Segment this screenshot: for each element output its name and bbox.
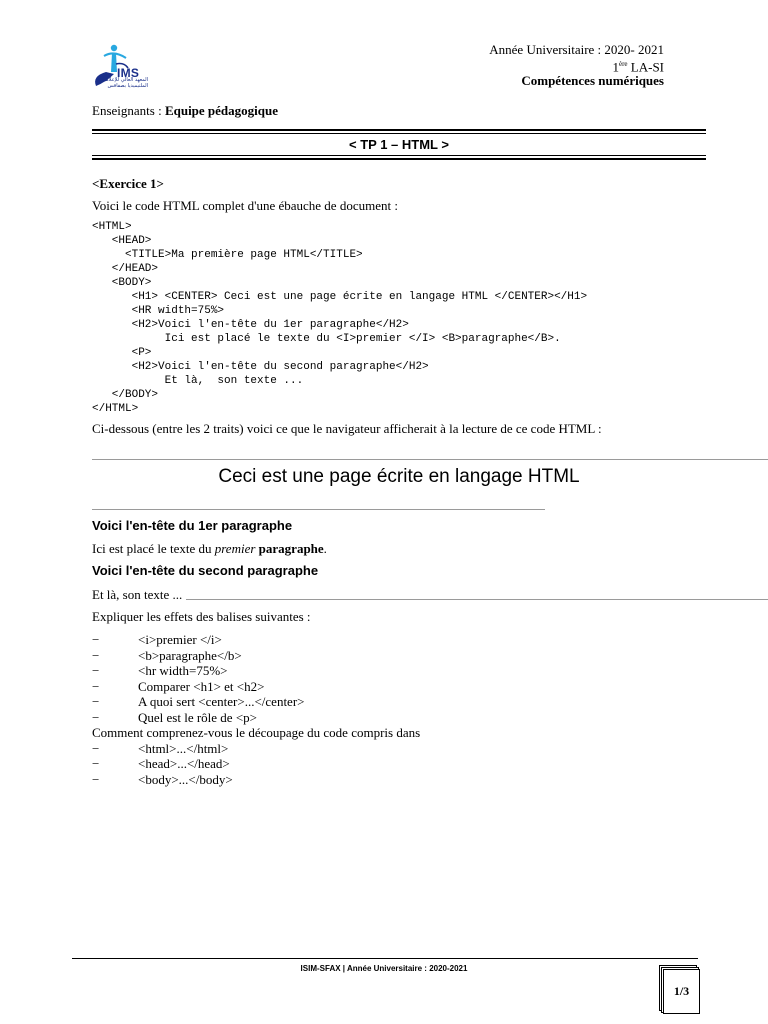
- exercise-title: <Exercice 1>: [92, 176, 164, 191]
- list-item: [92, 772, 420, 788]
- list-item-text: Quel est le rôle de <p>: [138, 709, 257, 725]
- code-line: <HEAD>: [92, 235, 152, 247]
- institution-logo: [86, 42, 148, 92]
- list-item-text: <head>...</head>: [138, 756, 230, 771]
- code-line: <H2>Voici l'en-tête du 1er paragraphe</H2>: [92, 319, 409, 331]
- rendered-h2-first: Voici l'en-tête du 1er paragraphe: [92, 518, 293, 533]
- level-suffix: LA-SI: [627, 59, 664, 75]
- level-sup: ère: [618, 60, 628, 68]
- level-prefix: 1: [612, 59, 619, 75]
- page-number-badge: [659, 965, 699, 1013]
- list-item-text: <i>premier </i>: [138, 632, 222, 647]
- dash-bullet: −: [92, 771, 100, 787]
- list-item: [92, 756, 420, 772]
- title-rule-top-thick: [92, 129, 706, 131]
- dash-bullet: −: [92, 678, 100, 694]
- list-item-text: Comparer <h1> et <h2>: [138, 678, 265, 694]
- dash-bullet: −: [92, 663, 100, 678]
- teachers-label: Enseignants :: [92, 103, 165, 118]
- code-line: <H1> <CENTER> Ceci est une page écrite en langage HTML </CENTER></H1>: [92, 291, 588, 303]
- list-item: [92, 632, 420, 648]
- example-top-line: [92, 459, 768, 460]
- teachers-value: Equipe pédagogique: [164, 103, 279, 118]
- code-listing: [92, 220, 587, 416]
- explain-instruction: Expliquer les effets des balises suivantes :: [92, 609, 311, 624]
- rendered-h1: Ceci est une page écrite en langage HTML: [218, 466, 580, 487]
- rendered-paragraph-1: [92, 541, 327, 557]
- footer-text: ISIM-SFAX | Année Universitaire : 2020-2021: [300, 964, 468, 973]
- p1-after: .: [323, 541, 327, 556]
- title-rule-bottom-thick: [92, 158, 706, 160]
- rendered-hr: [92, 509, 545, 510]
- list-item-text: <html>...</html>: [138, 740, 229, 756]
- footer-rule: [72, 958, 698, 959]
- title-rule-top-thin: [92, 133, 706, 134]
- title-rule-bottom-thin: [92, 155, 706, 156]
- rendered-paragraph-2: Et là, son texte ...: [92, 587, 183, 602]
- dash-bullet: −: [92, 740, 100, 756]
- code-line: <HTML>: [92, 221, 132, 233]
- list-item: [92, 663, 420, 679]
- logo-text: IMS: [117, 66, 140, 80]
- dash-bullet: −: [92, 756, 100, 771]
- code-line: <TITLE>Ma première page HTML</TITLE>: [92, 249, 363, 261]
- comment-question: Comment comprenez-vous le découpage du code compris dans: [92, 725, 421, 740]
- p1-italic: premier: [214, 541, 256, 556]
- list-item: [92, 741, 420, 757]
- list-item-text: <b>paragraphe</b>: [138, 647, 242, 663]
- list-item: [92, 679, 420, 695]
- dash-bullet: −: [92, 647, 100, 663]
- page-number: 1/3: [663, 969, 700, 1014]
- dash-bullet: −: [92, 709, 100, 725]
- tp-title: < TP 1 – HTML >: [349, 137, 449, 152]
- teachers-line: [92, 103, 278, 119]
- header-level: [612, 57, 664, 74]
- list-item: [92, 648, 420, 664]
- after-code-text: Ci-dessous (entre les 2 traits) voici ce que le navigateur afficherait à la lecture de ce code HTML :: [92, 421, 602, 436]
- code-line: Et là, son texte ...: [92, 375, 304, 387]
- dash-bullet: −: [92, 632, 100, 647]
- exercise-intro: Voici le code HTML complet d'une ébauche de document :: [92, 198, 398, 213]
- example-bottom-line: [186, 599, 768, 600]
- list-item: [92, 710, 420, 726]
- code-line: <H2>Voici l'en-tête du second paragraphe</H2>: [92, 361, 429, 373]
- code-line: <HR width=75%>: [92, 305, 225, 317]
- code-line: Ici est placé le texte du <I>premier </I> <B>paragraphe</B>.: [92, 333, 561, 345]
- code-line: </HTML>: [92, 403, 139, 415]
- p1-before: Ici est placé le texte du: [92, 541, 215, 556]
- code-line: <BODY>: [92, 277, 152, 289]
- list-item-text: <body>...</body>: [138, 771, 233, 787]
- list-item: [92, 694, 420, 710]
- rendered-h2-second: Voici l'en-tête du second paragraphe: [92, 563, 319, 578]
- header-course: Compétences numériques: [521, 73, 664, 88]
- dash-bullet: −: [92, 694, 100, 709]
- p1-bold: paragraphe: [258, 541, 324, 556]
- list-item-text: A quoi sert <center>...</center>: [138, 694, 305, 709]
- code-line: </BODY>: [92, 389, 159, 401]
- code-line: <P>: [92, 347, 152, 359]
- logo-arabic-text: المعهد العالي للإعلامية و الملتيميديا بصفاقس: [97, 77, 148, 89]
- list-item-text: <hr width=75%>: [138, 663, 228, 678]
- code-line: </HEAD>: [92, 263, 159, 275]
- question-list: [92, 632, 420, 787]
- header-year: Année Universitaire : 2020- 2021: [489, 42, 664, 57]
